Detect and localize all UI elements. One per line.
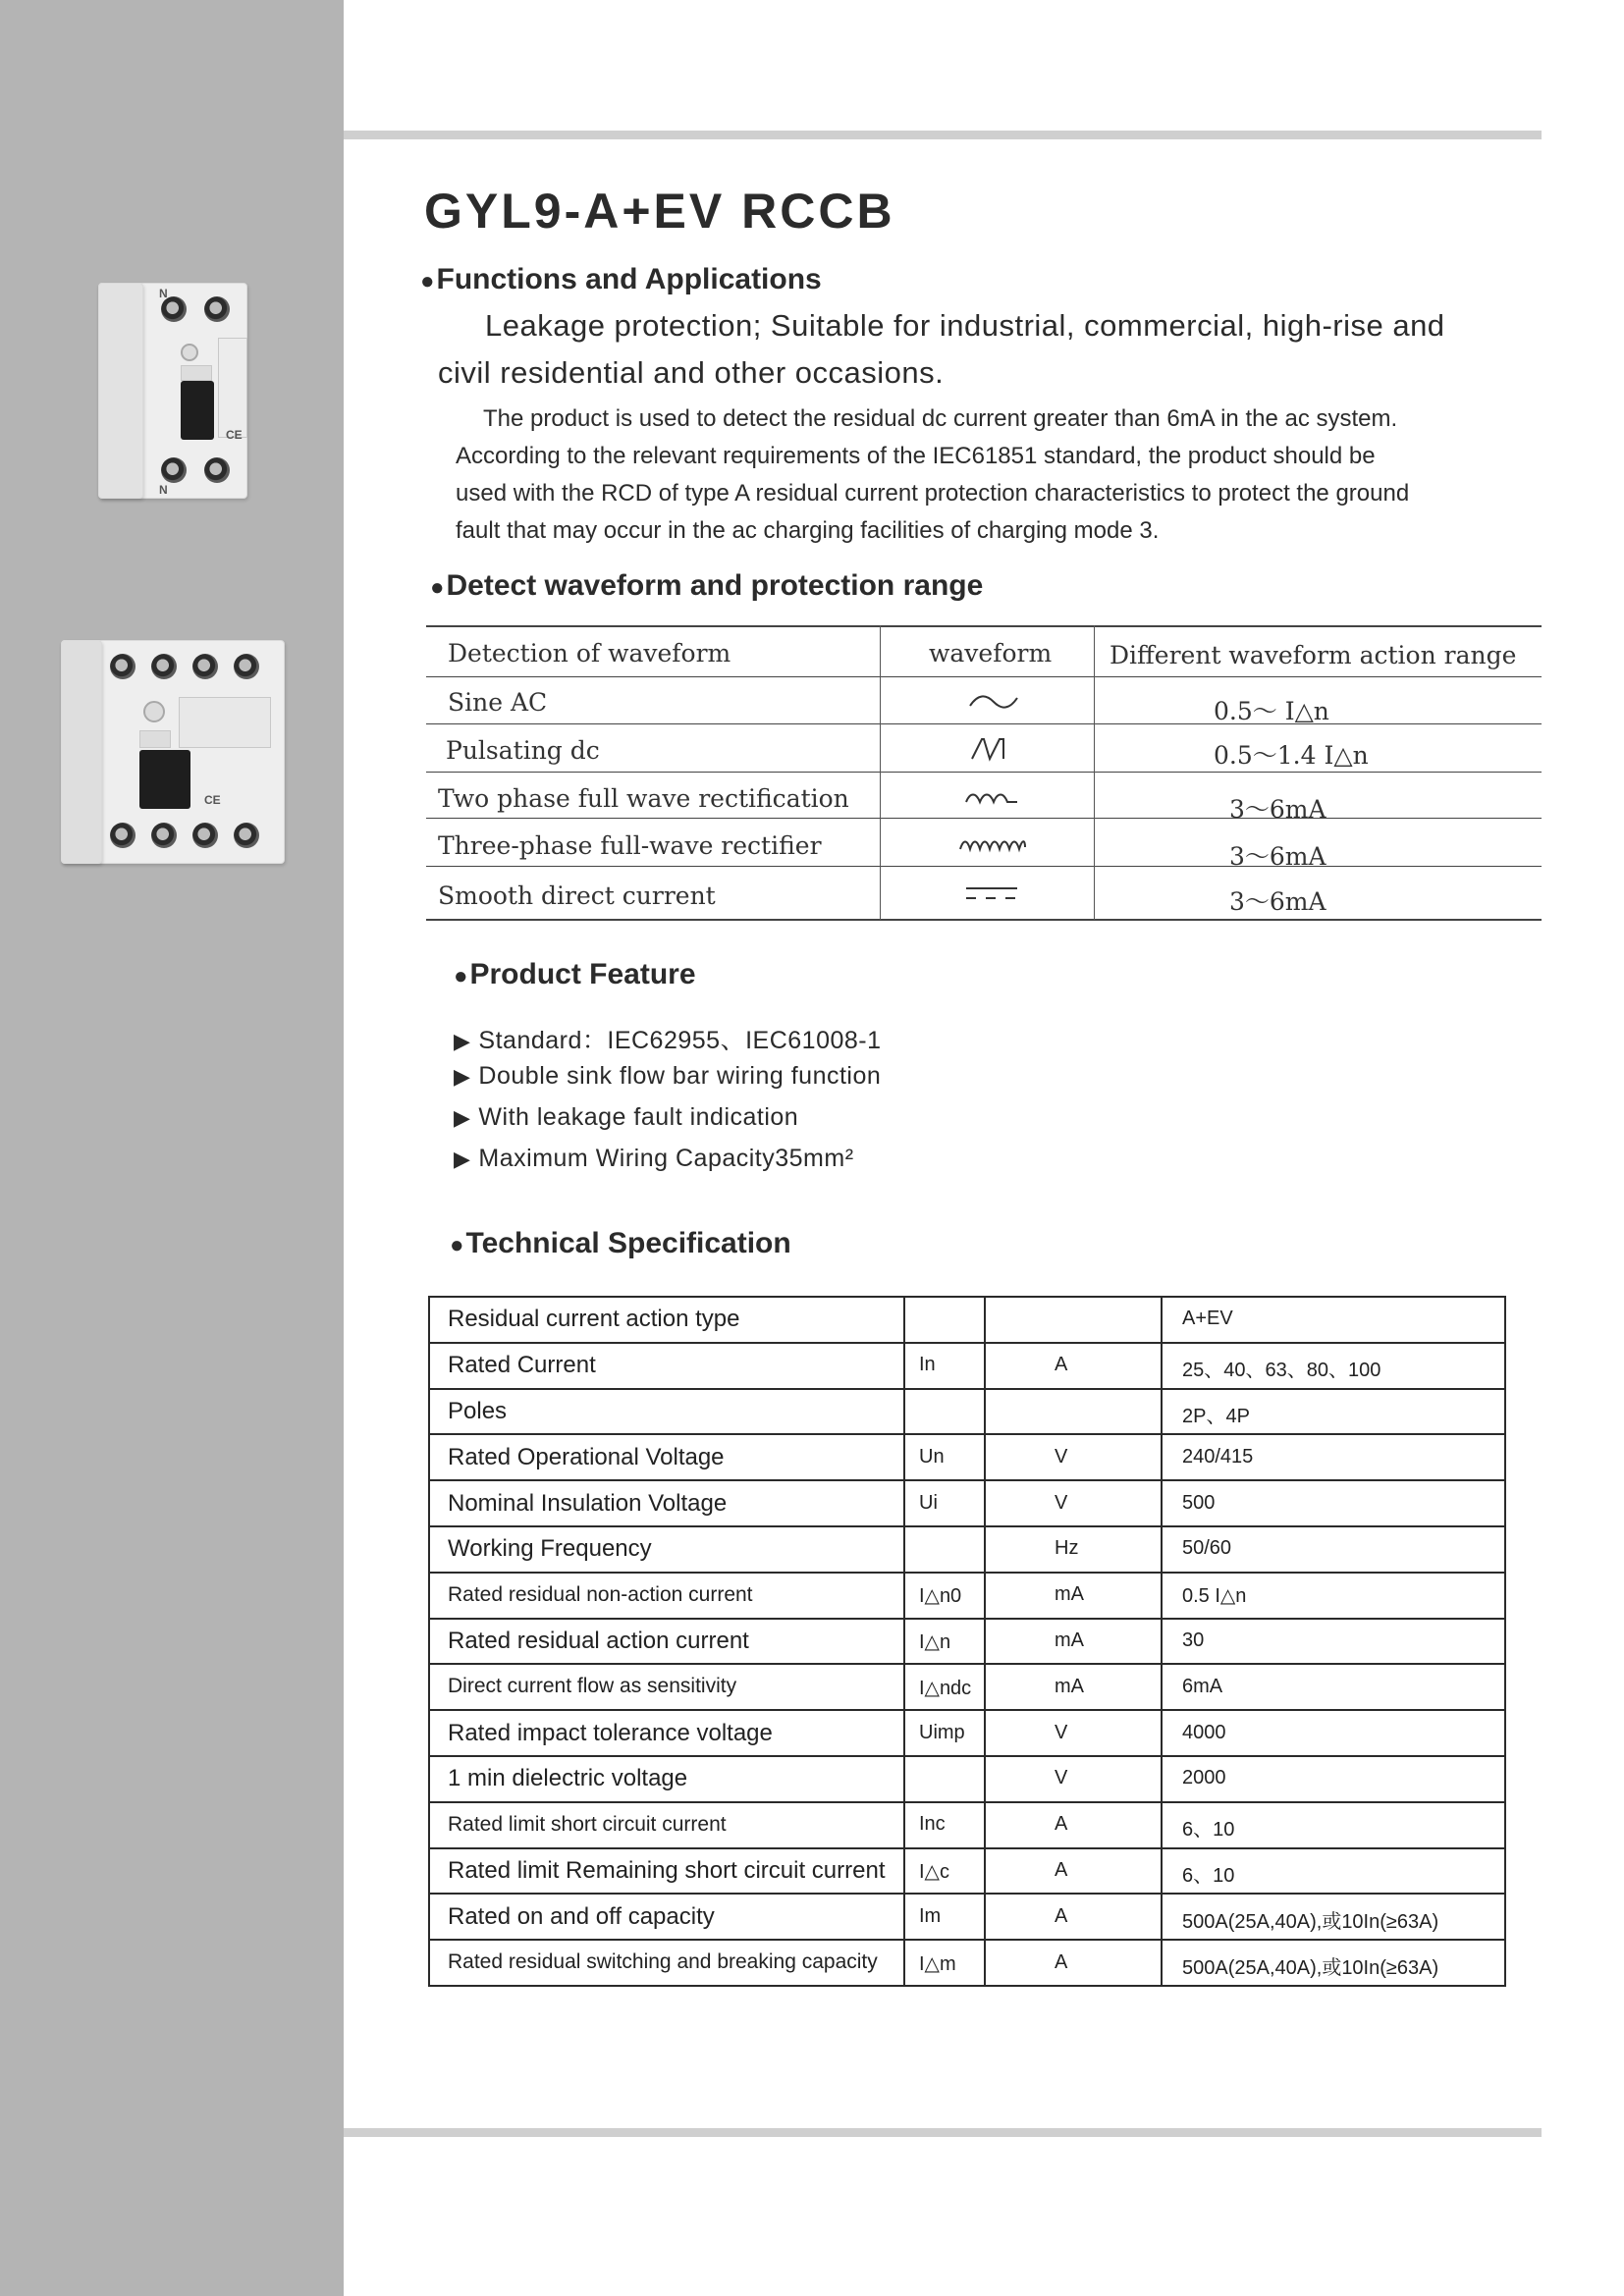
- functions-body-line4: fault that may occur in the ac charging facilities of charging mode 3.: [456, 517, 1160, 544]
- triangle-right-icon: ▶: [454, 1105, 471, 1130]
- spec-unit-cell: A: [1055, 1354, 1068, 1376]
- spec-table-rule: [428, 1847, 1506, 1849]
- spec-value-cell: 0.5 I△n: [1182, 1585, 1247, 1608]
- bullet-icon: ●: [420, 268, 435, 294]
- spec-param-cell: Rated residual switching and breaking capacity: [448, 1950, 878, 1974]
- spec-unit-cell: mA: [1055, 1675, 1084, 1697]
- spec-value-cell: 6、10: [1182, 1819, 1235, 1842]
- spec-param-cell: Rated Current: [448, 1352, 596, 1379]
- feature-item: ▶ Standard：IEC62955、IEC61008-1: [454, 1027, 882, 1054]
- spec-table-rule: [428, 1479, 1506, 1481]
- spec-unit-cell: V: [1055, 1445, 1068, 1468]
- functions-body-line3: used with the RCD of type A residual current protection characteristics to protect the ground: [456, 480, 1410, 507]
- spec-param-cell: Rated Operational Voltage: [448, 1443, 725, 1470]
- spec-param-cell: Rated impact tolerance voltage: [448, 1719, 773, 1746]
- top-divider: [344, 131, 1542, 139]
- spec-symbol-cell: Uimp: [919, 1721, 965, 1743]
- waveform-header-waveform: waveform: [929, 639, 1053, 667]
- triangle-right-icon: ▶: [454, 1147, 471, 1171]
- spec-table-rule: [428, 1985, 1506, 1987]
- waveform-row-name: Smooth direct current: [438, 881, 716, 910]
- sine-wave-icon: [964, 690, 1023, 714]
- spec-table-column-rule: [1161, 1296, 1163, 1987]
- spec-table-rule: [428, 1433, 1506, 1435]
- spec-table-rule: [428, 1342, 1506, 1344]
- spec-unit-cell: A: [1055, 1859, 1068, 1881]
- spec-unit-cell: V: [1055, 1767, 1068, 1789]
- functions-lead-line2: civil residential and other occasions.: [438, 355, 945, 390]
- bullet-icon: ●: [450, 1232, 464, 1258]
- spec-param-cell: Rated limit short circuit current: [448, 1812, 727, 1836]
- spec-table-column-rule: [428, 1296, 430, 1987]
- spec-unit-cell: A: [1055, 1813, 1068, 1836]
- waveform-heading: ●Detect waveform and protection range: [430, 569, 984, 602]
- feature-item: ▶ Double sink flow bar wiring function: [454, 1062, 882, 1090]
- spec-table-column-rule: [984, 1296, 986, 1987]
- spec-value-cell: 6mA: [1182, 1675, 1223, 1697]
- spec-value-cell: 30: [1182, 1629, 1205, 1651]
- functions-body-line2: According to the relevant requirements of the IEC61851 standard, the product should be: [456, 443, 1376, 469]
- spec-symbol-cell: I△ndc: [919, 1677, 972, 1699]
- spec-symbol-cell: I△n: [919, 1631, 951, 1653]
- spec-param-cell: Residual current action type: [448, 1306, 740, 1333]
- spec-unit-cell: mA: [1055, 1629, 1084, 1651]
- waveform-row-name: Sine AC: [448, 688, 548, 717]
- spec-value-cell: 6、10: [1182, 1865, 1235, 1887]
- spec-value-cell: 500A(25A,40A),或10In(≥63A): [1182, 1956, 1439, 1979]
- spec-param-cell: Rated residual action current: [448, 1628, 749, 1654]
- page-title: GYL9-A+EV RCCB: [424, 184, 895, 239]
- bottom-divider: [344, 2128, 1542, 2137]
- waveform-row-range: 0.5～1.4 I△n: [1214, 741, 1369, 770]
- triangle-right-icon: ▶: [454, 1029, 471, 1053]
- spec-value-cell: A+EV: [1182, 1308, 1233, 1330]
- spec-symbol-cell: Im: [919, 1904, 942, 1927]
- bullet-icon: ●: [430, 574, 445, 601]
- spec-value-cell: 2000: [1182, 1767, 1226, 1789]
- spec-value-cell: 25、40、63、80、100: [1182, 1360, 1381, 1382]
- spec-unit-cell: A: [1055, 1950, 1068, 1973]
- feature-item: ▶ Maximum Wiring Capacity35mm²: [454, 1145, 854, 1172]
- spec-table-rule: [428, 1618, 1506, 1620]
- spec-symbol-cell: I△m: [919, 1952, 956, 1975]
- spec-value-cell: 50/60: [1182, 1537, 1232, 1560]
- spec-symbol-cell: Un: [919, 1445, 945, 1468]
- waveform-header-range: Different waveform action range: [1110, 641, 1517, 669]
- spec-param-cell: Rated limit Remaining short circuit current: [448, 1857, 886, 1884]
- spec-unit-cell: V: [1055, 1721, 1068, 1743]
- functions-body-line1: The product is used to detect the residual dc current greater than 6mA in the ac system.: [483, 405, 1398, 432]
- spec-table-rule: [428, 1939, 1506, 1941]
- spec-symbol-cell: I△n0: [919, 1585, 962, 1608]
- spec-value-cell: 500A(25A,40A),或10In(≥63A): [1182, 1910, 1439, 1933]
- pulsating-dc-icon: [964, 733, 1023, 763]
- spec-table-column-rule: [903, 1296, 905, 1987]
- spec-table-rule: [428, 1296, 1506, 1298]
- spec-param-cell: Working Frequency: [448, 1535, 652, 1563]
- feature-heading: ●Product Feature: [454, 958, 696, 990]
- spec-value-cell: 2P、4P: [1182, 1406, 1250, 1427]
- product-image-4p: CE: [61, 640, 287, 866]
- spec-param-cell: 1 min dielectric voltage: [448, 1765, 688, 1792]
- spec-unit-cell: A: [1055, 1904, 1068, 1927]
- spec-param-cell: Rated residual non-action current: [448, 1582, 753, 1606]
- spec-param-cell: Poles: [448, 1398, 508, 1424]
- spec-symbol-cell: Inc: [919, 1813, 946, 1836]
- spec-table-rule: [428, 1755, 1506, 1757]
- spec-table-rule: [428, 1525, 1506, 1527]
- waveform-row-name: Three-phase full-wave rectifier: [438, 831, 822, 860]
- spec-symbol-cell: Ui: [919, 1491, 938, 1514]
- spec-value-cell: 4000: [1182, 1721, 1226, 1743]
- spec-value-cell: 500: [1182, 1491, 1216, 1514]
- spec-param-cell: Direct current flow as sensitivity: [448, 1675, 737, 1698]
- bullet-icon: ●: [454, 963, 468, 989]
- waveform-row-range: 3～6mA: [1229, 887, 1326, 916]
- spec-table-rule: [428, 1709, 1506, 1711]
- spec-table-rule: [428, 1572, 1506, 1574]
- waveform-row-name: Pulsating dc: [446, 736, 600, 765]
- spec-param-cell: Nominal Insulation Voltage: [448, 1489, 728, 1517]
- spec-value-cell: 240/415: [1182, 1445, 1254, 1468]
- feature-item: ▶ With leakage fault indication: [454, 1103, 799, 1131]
- spec-unit-cell: V: [1055, 1491, 1068, 1514]
- two-phase-rectified-icon: [960, 786, 1025, 808]
- waveform-row-range: 3～6mA: [1229, 842, 1326, 871]
- triangle-right-icon: ▶: [454, 1064, 471, 1089]
- product-image-2p: CE N N: [98, 283, 265, 501]
- waveform-row-range: 3～6mA: [1229, 795, 1326, 824]
- spec-heading: ●Technical Specification: [450, 1227, 791, 1259]
- waveform-header-detection: Detection of waveform: [448, 639, 731, 667]
- spec-unit-cell: mA: [1055, 1583, 1084, 1606]
- spec-table: [428, 1296, 1506, 1985]
- spec-symbol-cell: I△c: [919, 1861, 949, 1883]
- waveform-row-name: Two phase full wave rectification: [438, 784, 849, 813]
- smooth-dc-icon: [960, 882, 1025, 904]
- spec-table-rule: [428, 1388, 1506, 1390]
- functions-lead-line1: Leakage protection; Suitable for industrial, commercial, high-rise and: [485, 308, 1445, 343]
- spec-table-rule: [428, 1893, 1506, 1895]
- spec-table-column-rule: [1504, 1296, 1506, 1987]
- spec-table-rule: [428, 1801, 1506, 1803]
- spec-param-cell: Rated on and off capacity: [448, 1902, 715, 1930]
- spec-table-rule: [428, 1663, 1506, 1665]
- three-phase-rectified-icon: [956, 833, 1029, 855]
- functions-heading: ●Functions and Applications: [420, 263, 822, 295]
- spec-unit-cell: Hz: [1055, 1537, 1079, 1560]
- spec-symbol-cell: In: [919, 1354, 936, 1376]
- waveform-row-range: 0.5～ I△n: [1214, 697, 1329, 725]
